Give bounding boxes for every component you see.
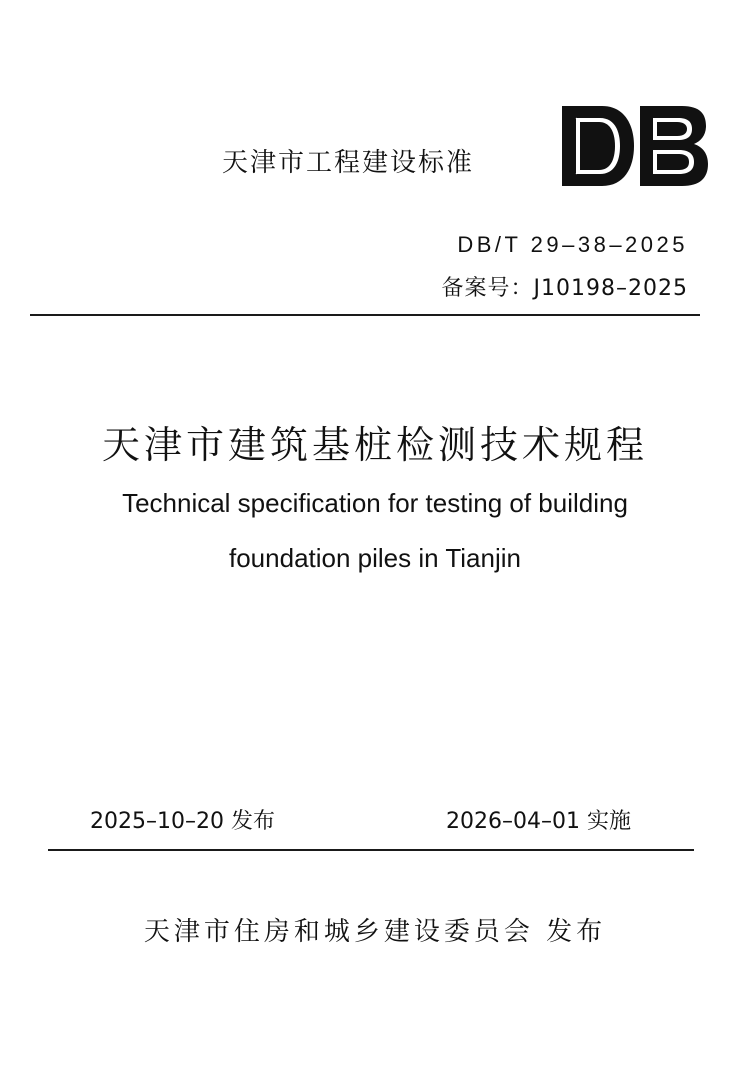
top-divider: [30, 314, 700, 316]
standard-number: DB/T 29–38–2025: [457, 232, 688, 257]
db-logo-letter-d: [562, 106, 634, 186]
db-logo-letter-b: [640, 106, 708, 186]
series-title: 天津市工程建设标准: [222, 148, 475, 178]
bottom-divider: [48, 849, 694, 851]
record-number: 备案号：J10198–2025: [441, 276, 688, 301]
title-english-line-2: foundation piles in Tianjin: [229, 543, 521, 573]
title-english-line-1: Technical specification for testing of building: [122, 488, 628, 518]
implementation-date: 2026–04–01 实施: [446, 809, 631, 834]
title-chinese: 天津市建筑基桩检测技术规程: [101, 423, 648, 467]
issue-date: 2025–10–20 发布: [90, 809, 275, 834]
db-logo: [558, 102, 710, 190]
publisher: 天津市住房和城乡建设委员会 发布: [143, 917, 607, 947]
